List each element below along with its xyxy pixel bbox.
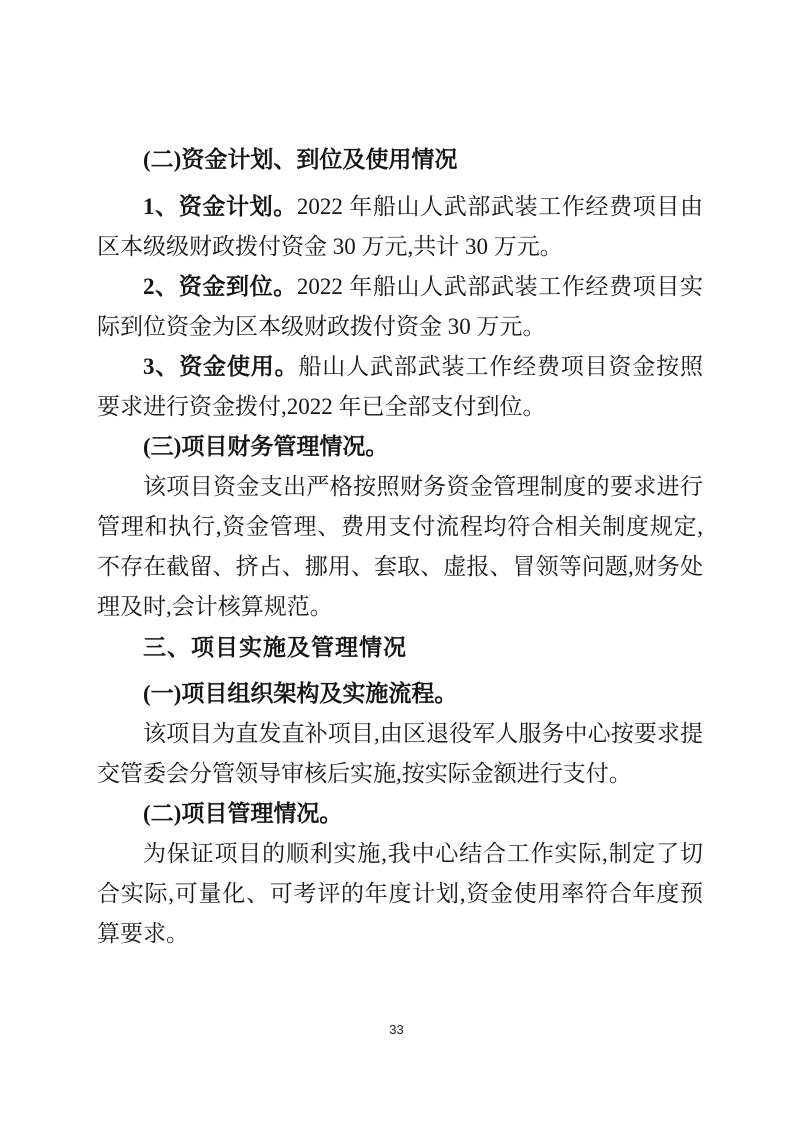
paragraph-fund-arrival	[97, 267, 703, 347]
heading-financial-management: (三)项目财务管理情况。	[143, 434, 389, 459]
heading-project-management: (二)项目管理情况。	[143, 801, 343, 826]
heading-implementation-section: 三、项目实施及管理情况	[143, 634, 407, 660]
paragraph-fund-usage	[97, 347, 703, 427]
heading-funds-section: (二)资金计划、到位及使用情况	[143, 147, 458, 172]
paragraph-org-structure: 该项目为直发直补项目,由区退役军人服务中心按要求提交管委会分管领导审核后实施,按实际金额进行支付。	[97, 721, 703, 786]
paragraph-fund-plan-text: 2022 年船山人武部武装工作经费项目由区本级级财政拨付资金 30 万元,共计 30 万元。	[97, 194, 703, 259]
document-body	[97, 140, 703, 954]
page-number: 33	[389, 1022, 404, 1037]
heading-org-structure: (一)项目组织架构及实施流程。	[143, 681, 458, 706]
paragraph-project-management: 为保证项目的顺利实施,我中心结合工作实际,制定了切合实际,可量化、可考评的年度计划,资金使用率符合年度预算要求。	[97, 841, 703, 946]
paragraph-fund-arrival-label: 2、资金到位。	[143, 274, 297, 299]
paragraph-fund-usage-label: 3、资金使用。	[143, 354, 299, 379]
paragraph-fund-usage-text: 船山人武部武装工作经费项目资金按照要求进行资金拨付,2022 年已全部支付到位。	[97, 354, 704, 419]
paragraph-fund-plan-label: 1、资金计划。	[143, 194, 297, 219]
paragraph-fund-arrival-text: 2022 年船山人武部武装工作经费项目实际到位资金为区本级财政拨付资金 30 万元。	[97, 274, 703, 339]
paragraph-fund-plan	[97, 187, 703, 267]
paragraph-financial-management: 该项目资金支出严格按照财务资金管理制度的要求进行管理和执行,资金管理、费用支付流程均符合相关制度规定,不存在截留、挤占、挪用、套取、虚报、冒领等问题,财务处理及时,会计核算规范。	[97, 474, 703, 619]
